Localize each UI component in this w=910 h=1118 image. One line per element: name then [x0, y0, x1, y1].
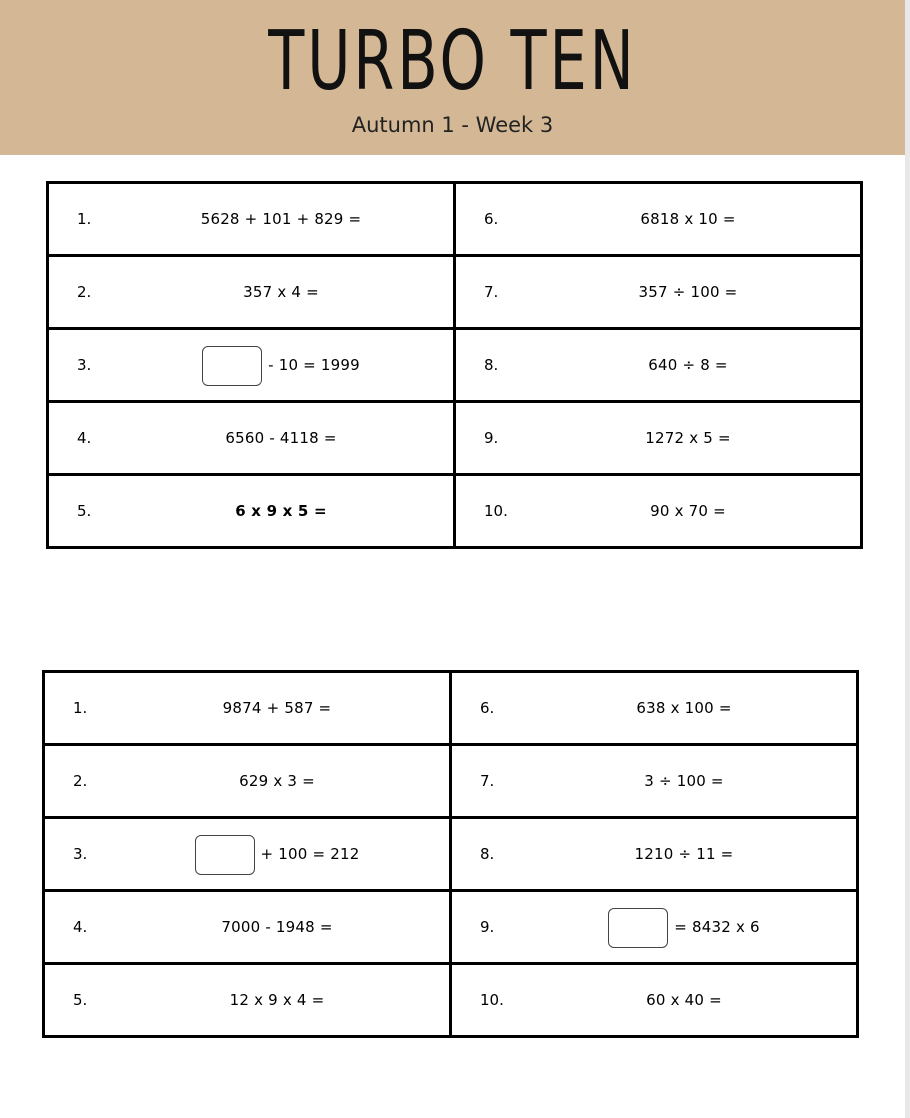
- question-content: [452, 746, 856, 816]
- equation-text: 9874 + 587 =: [222, 699, 332, 717]
- equation-text: 1210 ÷ 11 =: [634, 845, 734, 863]
- equation-text: 60 x 40 =: [646, 991, 722, 1009]
- question-cell: [451, 672, 858, 745]
- question-equation: [512, 819, 856, 889]
- question-equation: [516, 403, 860, 473]
- question-equation: [516, 257, 860, 327]
- question-content: [456, 257, 860, 327]
- question-equation: [512, 965, 856, 1035]
- question-number: 4.: [73, 918, 88, 936]
- question-cell: [455, 402, 862, 475]
- question-equation: [105, 965, 449, 1035]
- question-cell: [451, 818, 858, 891]
- question-equation: [516, 330, 860, 400]
- question-equation: [512, 673, 856, 743]
- question-number: 2.: [73, 772, 88, 790]
- question-cell: [48, 475, 455, 548]
- quiz-table-1: [46, 181, 863, 549]
- question-number: 6.: [484, 210, 499, 228]
- question-cell: [451, 891, 858, 964]
- page-edge: [905, 0, 910, 1118]
- equation-text: 3 ÷ 100 =: [644, 772, 724, 790]
- equation-text: 640 ÷ 8 =: [648, 356, 728, 374]
- question-cell: [48, 256, 455, 329]
- question-equation: [105, 746, 449, 816]
- equation-text: 6560 - 4118 =: [225, 429, 337, 447]
- question-number: 7.: [480, 772, 495, 790]
- question-cell: [48, 329, 455, 402]
- question-equation: [109, 403, 453, 473]
- question-cell: [44, 672, 451, 745]
- question-equation: [516, 184, 860, 254]
- question-content: [452, 892, 856, 962]
- question-content: [456, 403, 860, 473]
- question-number: 5.: [77, 502, 92, 520]
- question-cell: [44, 964, 451, 1037]
- equation-text: 638 x 100 =: [636, 699, 732, 717]
- equation-text: 90 x 70 =: [650, 502, 726, 520]
- equation-text: 7000 - 1948 =: [221, 918, 333, 936]
- question-equation: [105, 819, 449, 889]
- question-equation: [109, 184, 453, 254]
- question-cell: [455, 475, 862, 548]
- equation-text: 5628 + 101 + 829 =: [200, 210, 362, 228]
- table-row: [44, 964, 858, 1037]
- table-row: [44, 672, 858, 745]
- question-number: 2.: [77, 283, 92, 301]
- equation-text: - 10 = 1999: [268, 356, 360, 374]
- table-row: [48, 329, 862, 402]
- question-content: [49, 257, 453, 327]
- question-content: [49, 403, 453, 473]
- question-equation: [516, 476, 860, 546]
- question-number: 1.: [73, 699, 88, 717]
- question-content: [45, 819, 449, 889]
- question-content: [49, 476, 453, 546]
- question-number: 5.: [73, 991, 88, 1009]
- question-equation: [512, 892, 856, 962]
- question-cell: [44, 818, 451, 891]
- question-number: 7.: [484, 283, 499, 301]
- page-subtitle: Autumn 1 - Week 3: [351, 113, 554, 137]
- question-number: 10.: [484, 502, 508, 520]
- equation-text: 1272 x 5 =: [645, 429, 731, 447]
- question-content: [45, 965, 449, 1035]
- equation-text: + 100 = 212: [260, 845, 360, 863]
- answer-box[interactable]: [608, 908, 668, 948]
- header-banner: [0, 0, 905, 155]
- question-number: 10.: [480, 991, 504, 1009]
- question-number: 4.: [77, 429, 92, 447]
- question-number: 9.: [480, 918, 495, 936]
- question-content: [49, 330, 453, 400]
- question-cell: [48, 183, 455, 256]
- question-cell: [44, 745, 451, 818]
- page-title: TURBO TEN: [268, 14, 637, 109]
- question-content: [456, 184, 860, 254]
- table-row: [44, 818, 858, 891]
- equation-text: 6 x 9 x 5 =: [235, 502, 327, 520]
- question-number: 1.: [77, 210, 92, 228]
- question-number: 9.: [484, 429, 499, 447]
- question-number: 3.: [77, 356, 92, 374]
- question-content: [45, 746, 449, 816]
- table-row: [48, 183, 862, 256]
- table-row: [44, 891, 858, 964]
- question-content: [456, 330, 860, 400]
- equation-text: 6818 x 10 =: [640, 210, 736, 228]
- question-cell: [451, 964, 858, 1037]
- table-row: [48, 256, 862, 329]
- question-content: [452, 965, 856, 1035]
- question-cell: [48, 402, 455, 475]
- equation-text: 629 x 3 =: [239, 772, 315, 790]
- question-content: [456, 476, 860, 546]
- question-content: [452, 673, 856, 743]
- question-number: 8.: [480, 845, 495, 863]
- answer-box[interactable]: [195, 835, 255, 875]
- question-equation: [109, 257, 453, 327]
- question-equation: [109, 330, 453, 400]
- question-content: [452, 819, 856, 889]
- question-equation: [512, 746, 856, 816]
- question-cell: [451, 745, 858, 818]
- equation-text: = 8432 x 6: [674, 918, 760, 936]
- table-row: [48, 402, 862, 475]
- question-cell: [455, 256, 862, 329]
- question-number: 8.: [484, 356, 499, 374]
- question-number: 3.: [73, 845, 88, 863]
- question-equation: [109, 476, 453, 546]
- answer-box[interactable]: [202, 346, 262, 386]
- table-row: [44, 745, 858, 818]
- equation-text: 12 x 9 x 4 =: [229, 991, 325, 1009]
- question-cell: [455, 329, 862, 402]
- question-content: [45, 673, 449, 743]
- equation-text: 357 ÷ 100 =: [638, 283, 738, 301]
- question-number: 6.: [480, 699, 495, 717]
- question-content: [45, 892, 449, 962]
- question-content: [49, 184, 453, 254]
- quiz-table-2: [42, 670, 859, 1038]
- question-equation: [105, 892, 449, 962]
- table-row: [48, 475, 862, 548]
- question-cell: [455, 183, 862, 256]
- question-cell: [44, 891, 451, 964]
- equation-text: 357 x 4 =: [243, 283, 319, 301]
- question-equation: [105, 673, 449, 743]
